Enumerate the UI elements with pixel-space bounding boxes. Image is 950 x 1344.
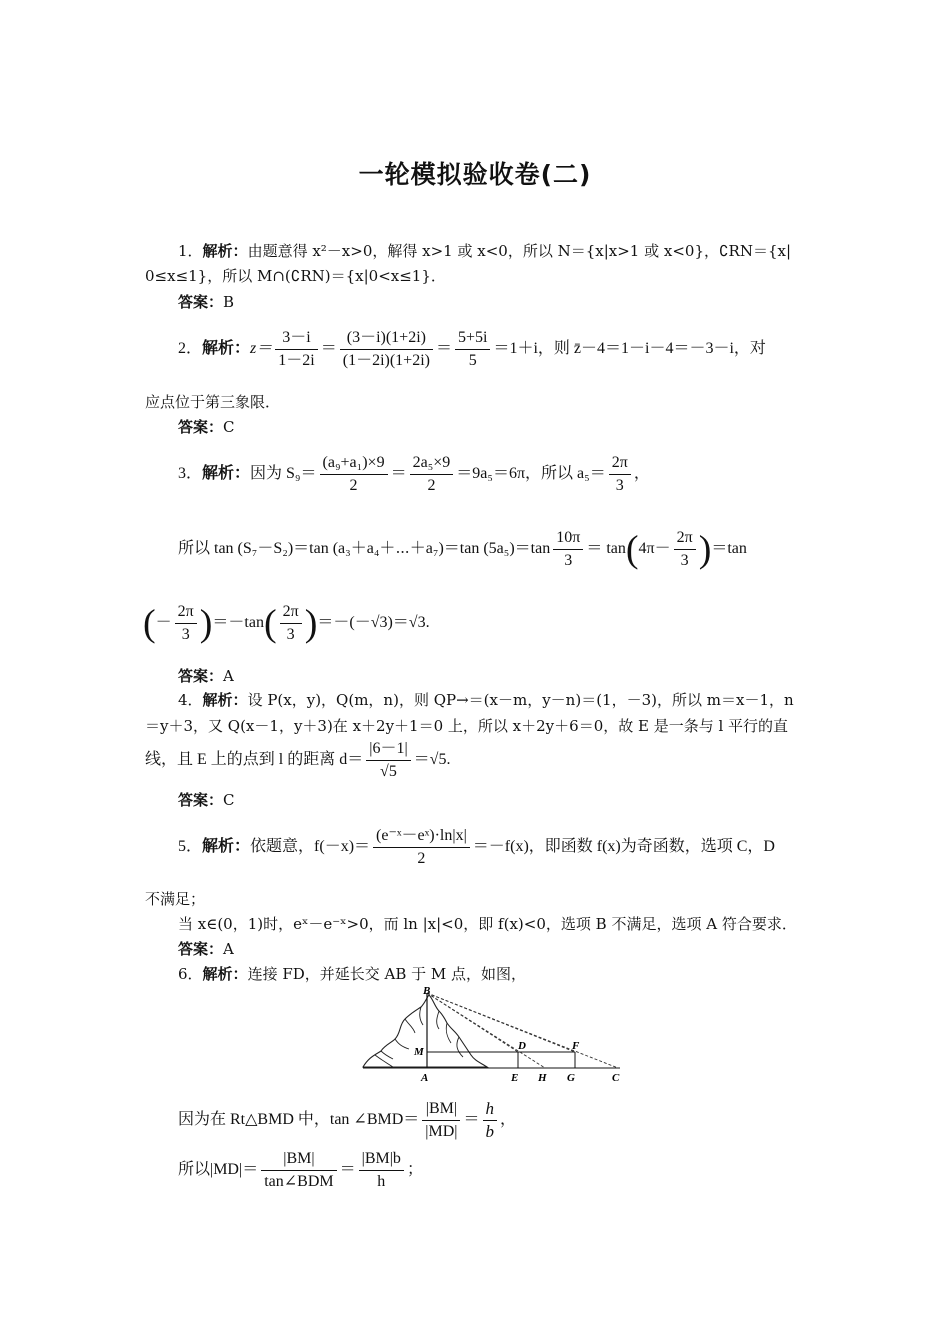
mountain-contours xyxy=(375,1007,463,1067)
q3-frac1: $\frac{\text{(a₉+a₁)×9}}{2}$ xyxy=(320,452,388,497)
left-paren: ( xyxy=(263,602,277,645)
left-paren: ( xyxy=(143,602,156,645)
q4-line2: ＝y＋3，又 Q(x－1，y＋3)在 x＋2y＋1＝0 上，所以 x＋2y＋6＝0，故 E 是一条与 l 平行的直 xyxy=(145,717,789,735)
answer-label: 答案： xyxy=(178,940,224,958)
fig-label-c: C xyxy=(612,1072,620,1084)
q3-frac3: $\frac{2\pi}{3}$ xyxy=(609,452,631,497)
q5-frac: $\frac{\text{(e⁻ˣ－eˣ)·ln|x|}}{2}$ xyxy=(373,825,470,870)
q4-text: 设 P(x，y)，Q(m，n)，则 QP→＝(x－m，y－n)＝(1，－3)，所以 m＝x－1，n xyxy=(247,691,794,709)
q6-line2-pre: 因为在 Rt△BMD 中，tan ∠BMD＝ xyxy=(178,1111,420,1129)
right-paren: ) xyxy=(304,602,318,645)
q5-line1 xyxy=(178,825,775,870)
q3-eq1: ＝ xyxy=(390,465,407,483)
sight-line-bd xyxy=(427,993,518,1052)
q2-frac3: $\frac{5+5i}{5}$ xyxy=(455,327,490,372)
q3-inner-pre: 4π－ xyxy=(638,540,671,558)
q2-line1 xyxy=(178,327,766,372)
q2-tail: ＝1＋i，则 z̄－4＝1－i－4＝－3－i，对 xyxy=(493,340,766,358)
q6-number: 6． xyxy=(178,965,203,983)
answer-label: 答案： xyxy=(178,791,224,809)
fig-label-b: B xyxy=(423,985,431,997)
q4-line3 xyxy=(145,738,450,783)
q3-line3 xyxy=(143,601,430,646)
q4-answer-line xyxy=(178,789,235,811)
q3-minus: － xyxy=(155,614,172,632)
q3-frac6: $\frac{2\pi}{3}$ xyxy=(175,601,197,646)
mountain-figure xyxy=(355,985,630,1085)
q4-line3-pre: 线，且 E 上的点到 l 的距离 d＝ xyxy=(145,751,364,769)
q5-tail: ＝－f(x)，即函数 f(x)为奇函数，选项 C，D xyxy=(472,838,775,856)
q3-line2-pre: 所以 tan (S₇－S₂)＝tan (a₃＋a₄＋⋯＋a₇)＝tan (5a₅)＝tan xyxy=(178,540,551,558)
answer-label: 答案： xyxy=(178,293,224,311)
q3-frac4: $\frac{10\pi}{3}$ xyxy=(553,527,583,572)
page-title: 一轮模拟验收卷(二) xyxy=(358,160,592,189)
q2-label: 解析： xyxy=(202,338,251,358)
fig-label-f: F xyxy=(572,1040,580,1052)
sight-line-bf xyxy=(427,993,575,1052)
q3-line2-mid: ＝ tan xyxy=(586,540,626,558)
fig-label-e: E xyxy=(511,1072,519,1084)
q1-number: 1． xyxy=(178,242,203,260)
q6-frac4: $\frac{|BM|b}{h}$ xyxy=(359,1148,404,1193)
q1-line1 xyxy=(178,240,791,262)
answer-label: 答案： xyxy=(178,418,224,436)
q2-number: 2． xyxy=(178,340,203,358)
q6-line3-end: ； xyxy=(406,1161,423,1179)
q4-frac: $\frac{|6-1|}{√5}$ xyxy=(366,738,410,783)
fig-label-m: M xyxy=(414,1046,424,1058)
left-paren: ( xyxy=(625,528,639,571)
q6-line3 xyxy=(178,1148,423,1193)
q3-answer-line xyxy=(178,665,234,687)
q6-frac2: $\frac{h}{b}$ xyxy=(483,1098,498,1143)
q3-pre: 因为 S₉＝ xyxy=(250,465,317,483)
q5-line2: 不满足； xyxy=(145,890,206,908)
q4-number: 4． xyxy=(178,691,203,709)
q5-answer: A xyxy=(223,940,234,958)
q6-frac3: $\frac{|BM|}{\text{tan∠BDM}}$ xyxy=(261,1148,336,1193)
fig-label-a: A xyxy=(421,1072,429,1084)
q5-answer-line xyxy=(178,938,234,960)
q1-line2: 0≤x≤1}，所以 M∩(∁RN)＝{x|0<x≤1}． xyxy=(145,267,446,285)
q3-end: ， xyxy=(633,465,650,483)
mountain-outline xyxy=(363,995,487,1067)
q6-line1 xyxy=(178,963,526,985)
q2-eq1: ＝ xyxy=(320,340,337,358)
q4-answer: C xyxy=(223,791,235,809)
q1-answer-line xyxy=(178,291,234,313)
fig-label-g: G xyxy=(567,1072,575,1084)
fig-label-d: D xyxy=(518,1040,526,1052)
q6-eq1: ＝ xyxy=(463,1111,480,1129)
q6-frac1: $\frac{|BM|}{|MD|}$ xyxy=(422,1098,460,1143)
q3-line2-end: ＝tan xyxy=(711,540,747,558)
q2-frac2: $\frac{(3-i)(1+2i)}{(1-2i)(1+2i)}$ xyxy=(340,327,433,372)
q2-answer: C xyxy=(223,418,235,436)
q5-number: 5． xyxy=(178,838,203,856)
q3-label: 解析： xyxy=(202,463,251,483)
q4-line3-end: ＝√5. xyxy=(413,751,451,769)
right-paren: ) xyxy=(698,528,712,571)
q3-line3-mid: ＝－tan xyxy=(212,614,264,632)
q2-eq2: ＝ xyxy=(435,340,452,358)
q5-label: 解析： xyxy=(202,836,251,856)
q3-line3-end: ＝－(－√3)＝√3. xyxy=(317,614,430,632)
right-paren: ) xyxy=(199,602,213,645)
fig-label-h: H xyxy=(538,1072,547,1084)
q3-line1 xyxy=(178,452,650,497)
q3-line2 xyxy=(178,527,747,572)
q1-answer: B xyxy=(223,293,235,311)
q3-frac5: $\frac{2\pi}{3}$ xyxy=(674,527,696,572)
q2-frac1: $\frac{3-i}{1-2i}$ xyxy=(275,327,317,372)
q3-answer: A xyxy=(223,667,234,685)
q6-line3-pre: 所以|MD|＝ xyxy=(178,1161,259,1179)
q3-number: 3． xyxy=(178,465,203,483)
q2-z: z＝ xyxy=(250,340,273,358)
q1-label: 解析： xyxy=(202,242,248,260)
q4-line1 xyxy=(178,689,794,711)
q6-line2-end: ， xyxy=(500,1111,517,1129)
q4-label: 解析： xyxy=(202,691,248,709)
q6-line2 xyxy=(178,1098,516,1143)
q6-label: 解析： xyxy=(202,965,248,983)
answer-label: 答案： xyxy=(178,667,224,685)
q6-eq2: ＝ xyxy=(339,1161,356,1179)
q2-answer-line xyxy=(178,416,235,438)
q6-text: 连接 FD，并延长交 AB 于 M 点，如图， xyxy=(247,965,527,983)
q5-line3: 当 x∈(0，1)时，eˣ－e⁻ˣ>0，而 ln |x|<0，即 f(x)<0，选项 B 不满足，选项 A 符合要求． xyxy=(178,915,797,933)
q3-frac7: $\frac{2\pi}{3}$ xyxy=(280,601,302,646)
q3-frac2: $\frac{\text{2a₅×9}}{2}$ xyxy=(410,452,454,497)
q1-text: 由题意得 x²－x>0，解得 x>1 或 x<0，所以 N＝{x|x>1 或 x<0}，∁RN＝{x| xyxy=(247,242,792,260)
q5-pre: 依题意，f(－x)＝ xyxy=(250,838,371,856)
q3-mid: ＝9a₅＝6π，所以 a₅＝ xyxy=(456,465,606,483)
q2-line2: 应点位于第三象限． xyxy=(145,393,281,411)
